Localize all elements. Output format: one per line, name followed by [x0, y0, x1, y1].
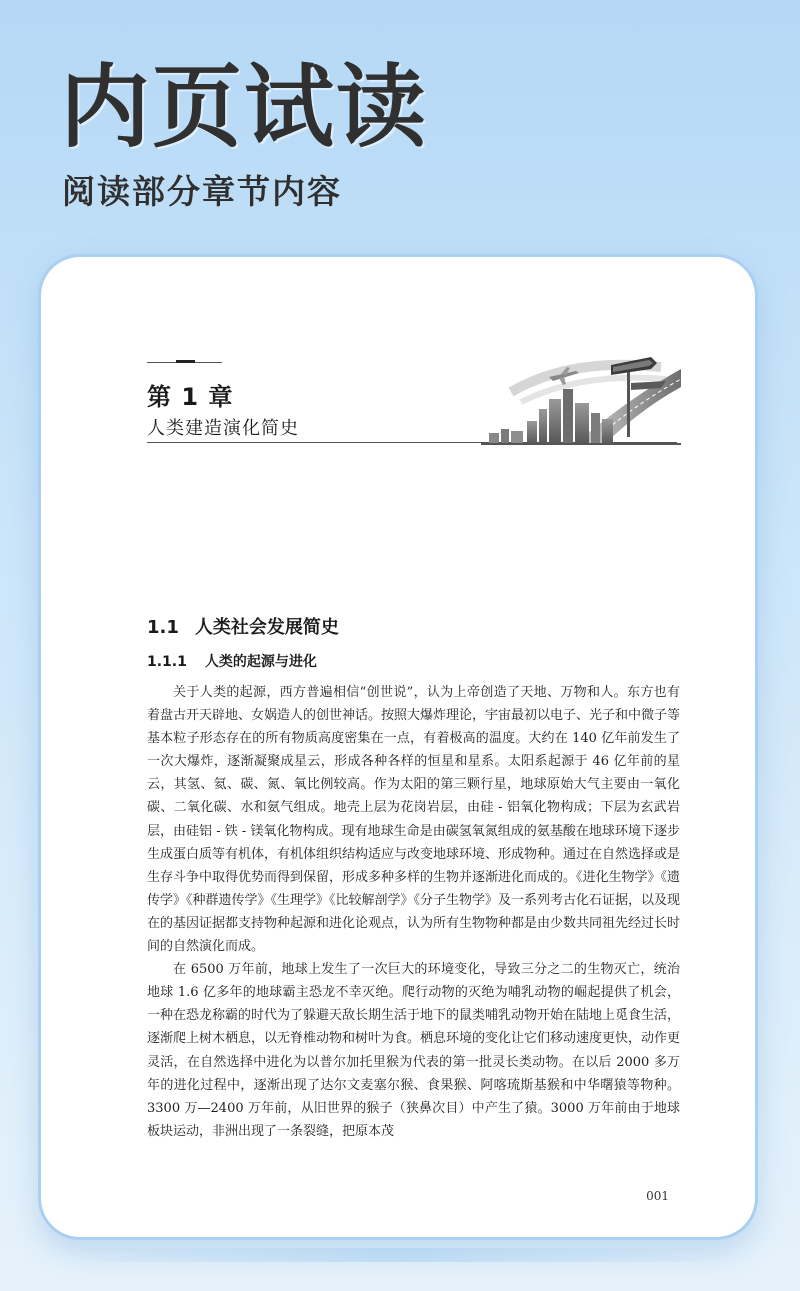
city-skyline-illustration: [481, 347, 681, 445]
page-number: 001: [646, 1189, 669, 1203]
page-title: 内页试读: [60, 55, 428, 160]
section-title: 人类社会发展简史: [194, 617, 339, 638]
card-shadow-glow: [60, 1248, 740, 1262]
section-number: 1.1: [147, 617, 179, 638]
paragraph: 在 6500 万年前，地球上发生了一次巨大的环境变化，导致三分之二的生物灭亡，统治地球 1.6 亿多年的地球霸主恐龙不幸灭绝。爬行动物的灭绝为哺乳动物的崛起提供了机会，一种在恐龙称霸的时代为了躲避天敌长期生活于地下的鼠类哺乳动物开始在陆地上觅食生活，逐渐爬上树木栖息，以无脊椎动物和树叶为食。栖息环境的变化让它们移动速度更快，动作更灵活，在自然选择中进化为以普尔加托里猴为代表的第一批灵长类动物。在以后 2000 多万年的进化过程中，逐渐出现了达尔文麦塞尔猴、食果猴、阿喀琉斯基猴和中华曙猿等物种。3300 万—2400 万年前，从旧世界的猴子（狭鼻次目）中产生了猿。3000 万年前由于地球板块运动，非洲出现了一条裂缝，把原本茂: [147, 962, 681, 1139]
subsection-number: 1.1.1: [147, 654, 187, 670]
chapter-title: 人类建造演化简史: [147, 418, 299, 439]
body-text: [147, 681, 680, 1143]
paragraph: 关于人类的起源，西方普遍相信“创世说”，认为上帝创造了天地、万物和人。东方也有着盘古开天辟地、女娲造人的创世神话。按照大爆炸理论，宇宙最初以电子、光子和中微子等基本粒子形态存在的所有物质高度密集在一点，有着极高的温度。大约在 140 亿年前发生了一次大爆炸，逐渐凝聚成星云，形成各种各样的恒星和星系。太阳系起源于 46 亿年前的星云，其氢、氦、碳、氮、氧比例较高。作为太阳的第三颗行星，地球原始大气主要由一氧化碳、二氧化碳、水和氨气组成。地壳上层为花岗岩层，由硅 - 铝氧化物构成；下层为玄武岩层，由硅铝 - 铁 - 镁氧化物构成。现有地球生命是由碳氢氧氮组成的氨基酸在地球环境下逐步生成蛋白质等有机体，有机体组织结构适应与改变地球环境、形成物种。通过在自然选择或是生存斗争中取得优势而得到保留，形成多种多样的生物并逐渐进化而成的。《进化生物学》《遗传学》《种群遗传学》《生理学》《比较解剖学》《分子生物学》及一系列考古化石证据，以及现在的基因证据都支持物种起源和进化论观点，认为所有生物物种都是由少数共同祖先经过长时间的自然演化而成。: [147, 685, 681, 955]
chapter-number: 第 1 章: [147, 383, 234, 411]
chapter-divider-decoration: [147, 360, 222, 364]
subsection-heading: [147, 651, 317, 671]
page-subtitle: 阅读部分章节内容: [62, 172, 342, 211]
subsection-title: 人类的起源与进化: [204, 654, 317, 670]
section-heading: [147, 613, 339, 639]
page-preview-card: [38, 254, 758, 1240]
